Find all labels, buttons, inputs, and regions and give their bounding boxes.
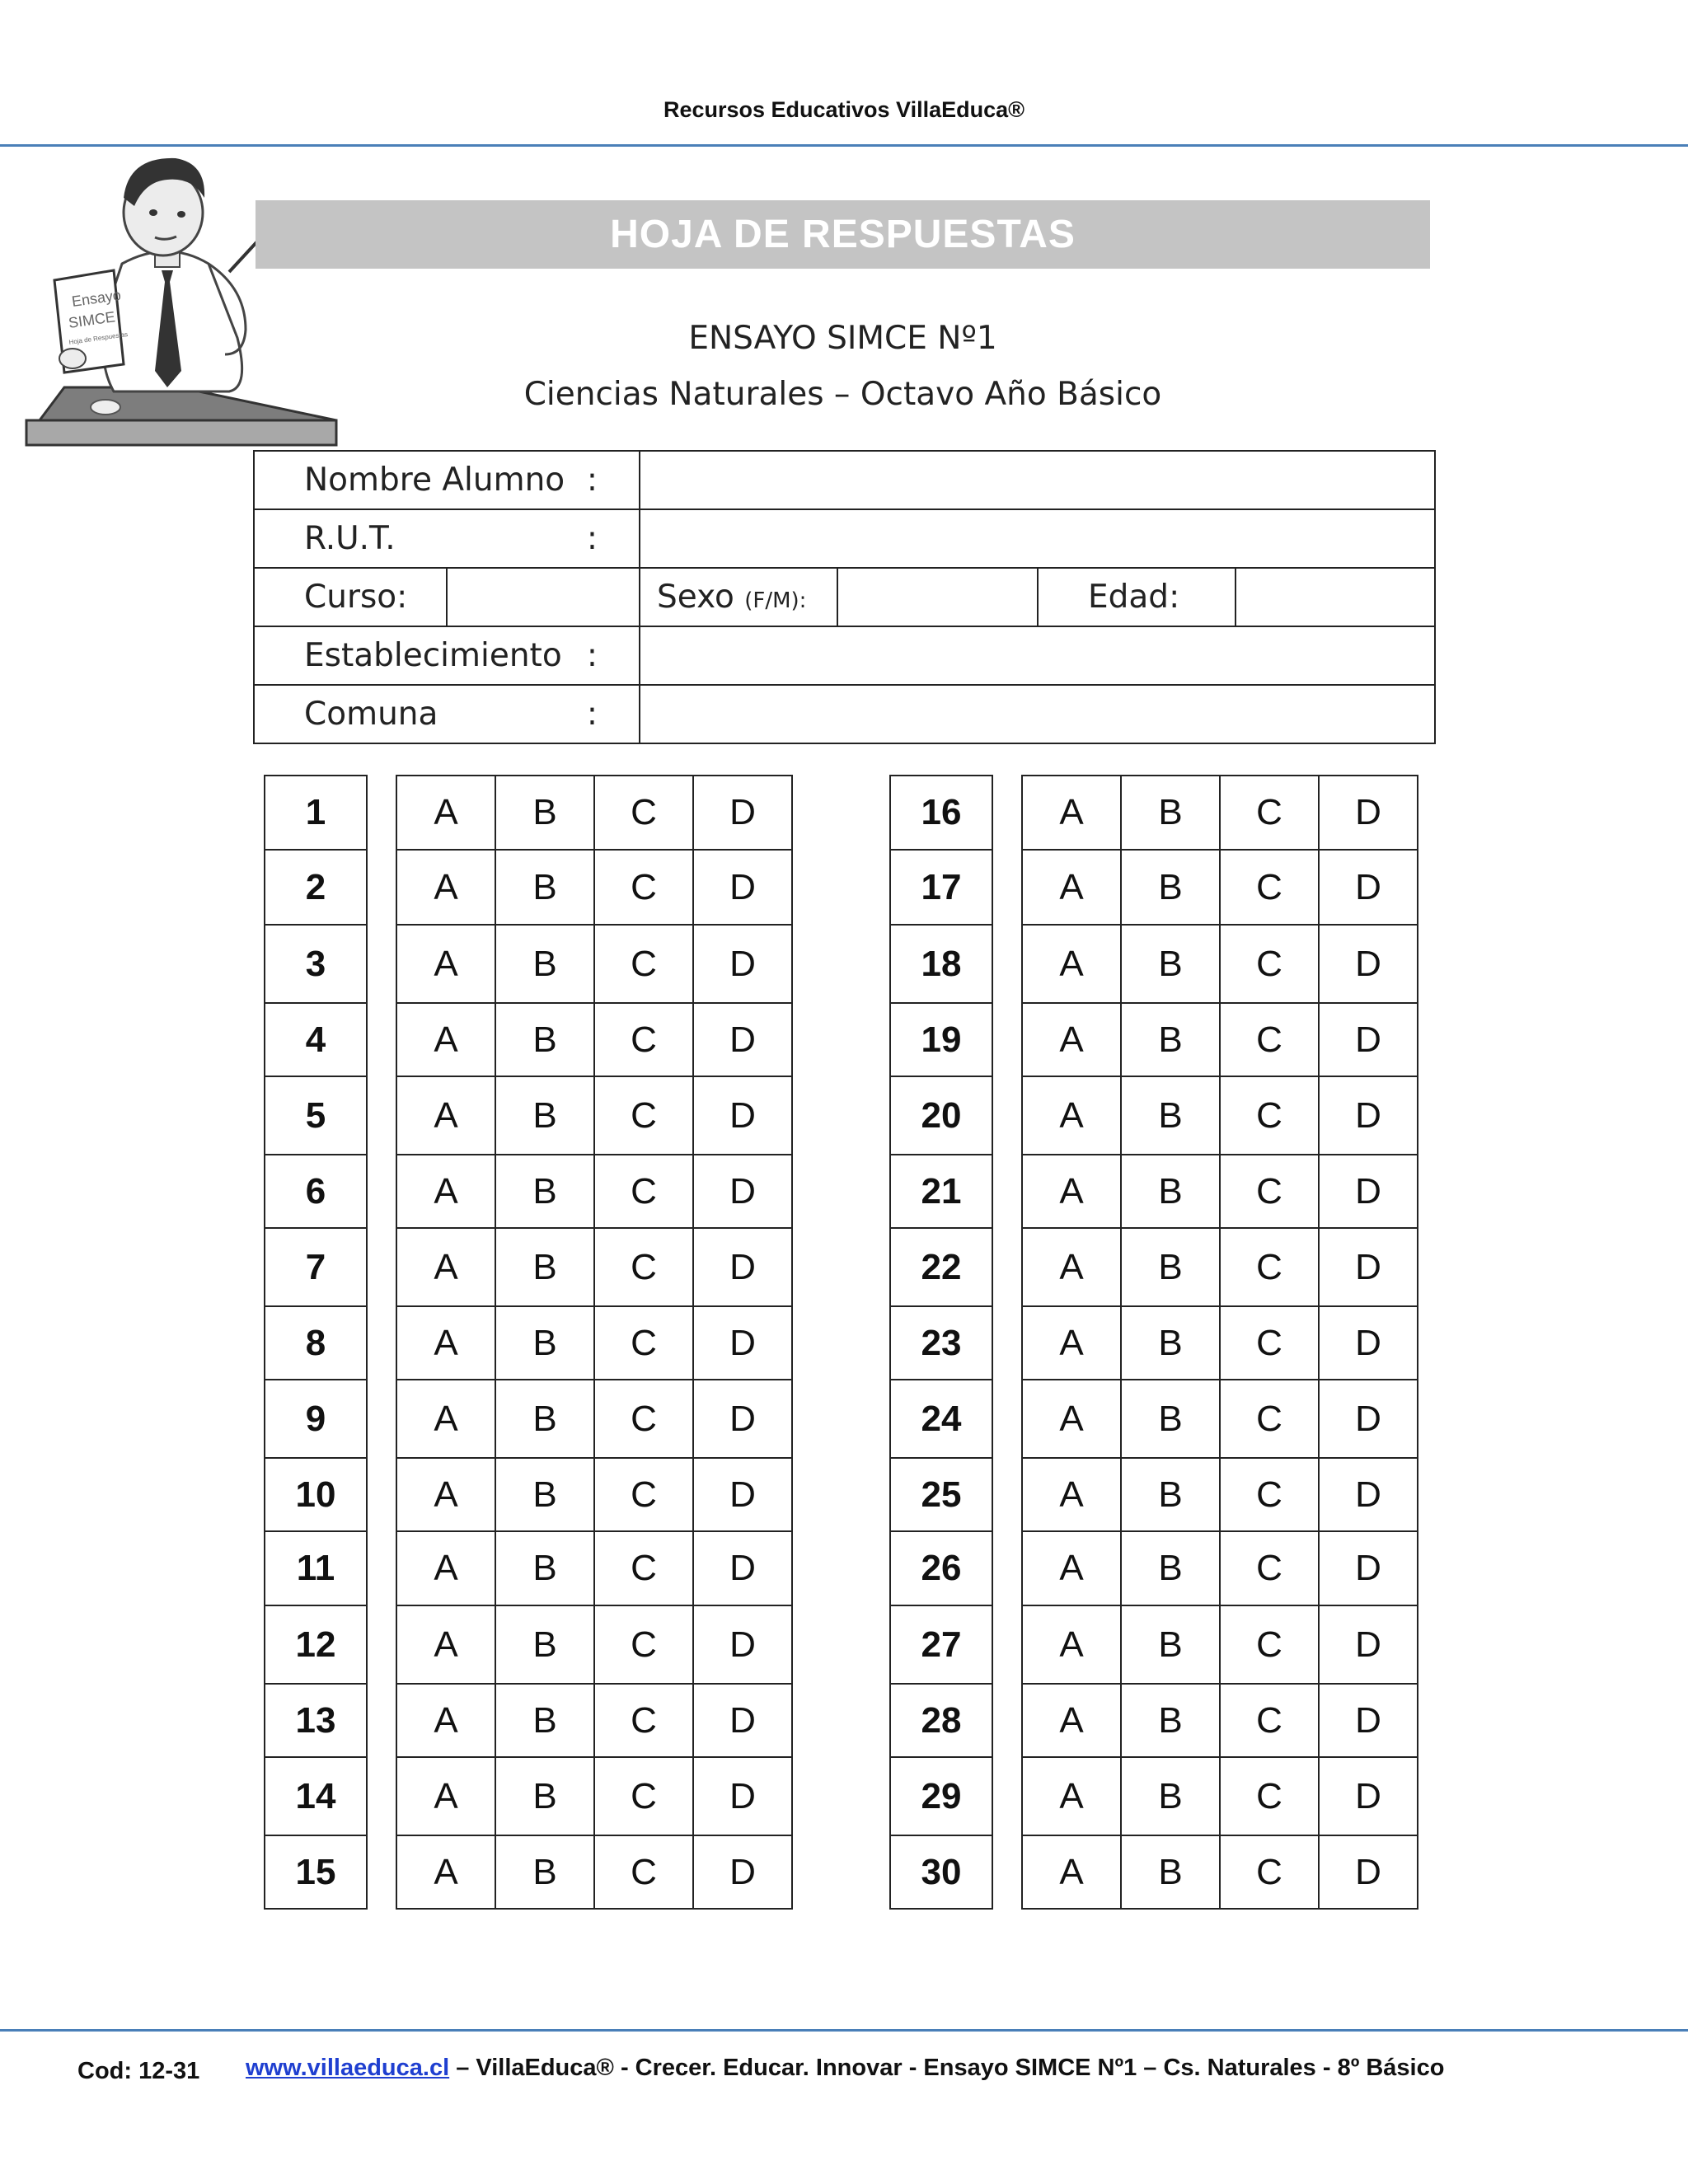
- answer-option-c[interactable]: C: [594, 1458, 693, 1531]
- answer-option-a[interactable]: A: [1022, 1155, 1121, 1228]
- question-row: [890, 1076, 992, 1155]
- question-row: [265, 1684, 367, 1757]
- answer-option-c[interactable]: C: [594, 1757, 693, 1835]
- answer-row: [1022, 1380, 1418, 1458]
- answer-option-c[interactable]: C: [594, 1155, 693, 1228]
- answer-option-d[interactable]: D: [1319, 1380, 1418, 1458]
- answer-option-c[interactable]: C: [594, 1605, 693, 1684]
- question-number: 22: [890, 1228, 992, 1306]
- question-row: [890, 1458, 992, 1531]
- question-number: 20: [890, 1076, 992, 1155]
- question-number: 4: [265, 1003, 367, 1076]
- nombre-label: Nombre Alumno: [304, 462, 565, 499]
- establecimiento-label-cell: [254, 626, 640, 685]
- answer-row: [1022, 776, 1418, 850]
- answer-option-b[interactable]: B: [1121, 1458, 1220, 1531]
- answer-option-d[interactable]: D: [1319, 1306, 1418, 1380]
- footer-link[interactable]: www.villaeduca.cl: [246, 2055, 450, 2081]
- answer-option-c[interactable]: C: [594, 1306, 693, 1380]
- answer-row: [1022, 1531, 1418, 1605]
- question-number: 30: [890, 1835, 992, 1909]
- answer-option-d[interactable]: D: [1319, 1835, 1418, 1909]
- edad-label: Edad:: [1038, 568, 1236, 626]
- answer-option-b[interactable]: B: [495, 1757, 594, 1835]
- answer-option-a[interactable]: A: [1022, 1380, 1121, 1458]
- answer-option-d[interactable]: D: [1319, 1003, 1418, 1076]
- question-row: [265, 776, 367, 850]
- question-row: [890, 1605, 992, 1684]
- question-row: [890, 1757, 992, 1835]
- answer-row: [1022, 1003, 1418, 1076]
- answer-option-c[interactable]: C: [1220, 1076, 1319, 1155]
- answer-option-c[interactable]: C: [1220, 925, 1319, 1003]
- question-number: 3: [265, 925, 367, 1003]
- right-answer-options: [1021, 775, 1418, 1910]
- answer-option-b[interactable]: B: [1121, 1380, 1220, 1458]
- answer-option-b[interactable]: B: [495, 776, 594, 850]
- footer-rule: [0, 2029, 1688, 2032]
- answer-option-c[interactable]: C: [1220, 850, 1319, 925]
- question-row: [265, 1757, 367, 1835]
- curso-field[interactable]: [447, 568, 640, 626]
- comuna-label-cell: [254, 685, 640, 743]
- question-number: 28: [890, 1684, 992, 1757]
- question-number: 5: [265, 1076, 367, 1155]
- title-banner: [256, 200, 1430, 269]
- answer-option-a[interactable]: A: [396, 1228, 495, 1306]
- question-row: [265, 1228, 367, 1306]
- paper-text-1: Ensayo: [70, 286, 123, 310]
- answer-option-c[interactable]: C: [1220, 776, 1319, 850]
- right-question-numbers: [889, 775, 993, 1910]
- answer-option-b[interactable]: B: [495, 1605, 594, 1684]
- question-number: 26: [890, 1531, 992, 1605]
- answer-option-d[interactable]: D: [693, 1228, 792, 1306]
- answer-option-d[interactable]: D: [1319, 1228, 1418, 1306]
- question-row: [265, 1003, 367, 1076]
- answer-option-a[interactable]: A: [1022, 1076, 1121, 1155]
- question-row: [265, 1155, 367, 1228]
- footer-code: Cod: 12-31: [77, 2058, 200, 2084]
- question-row: [265, 1306, 367, 1380]
- answer-option-b[interactable]: B: [495, 850, 594, 925]
- question-number: 8: [265, 1306, 367, 1380]
- left-question-numbers: [264, 775, 368, 1910]
- student-info-table: [253, 450, 1436, 744]
- answer-option-b[interactable]: B: [495, 1076, 594, 1155]
- curso-label: Curso:: [254, 568, 447, 626]
- question-number: 29: [890, 1757, 992, 1835]
- question-row: [265, 1076, 367, 1155]
- footer-tagline: – VillaEduca® - Crecer. Educar. Innovar - Ensayo SIMCE Nº1 – Cs. Naturales - 8º Básico: [449, 2055, 1445, 2081]
- answer-option-b[interactable]: B: [495, 1155, 594, 1228]
- question-number: 14: [265, 1757, 367, 1835]
- answer-option-c[interactable]: C: [594, 1684, 693, 1757]
- answer-row: [396, 1757, 792, 1835]
- answer-option-b[interactable]: B: [495, 1003, 594, 1076]
- answer-row: [396, 1380, 792, 1458]
- answer-option-d[interactable]: D: [693, 1380, 792, 1458]
- answer-option-b[interactable]: B: [495, 1380, 594, 1458]
- sexo-hint: (F/M):: [744, 588, 807, 613]
- question-number: 18: [890, 925, 992, 1003]
- question-row: [265, 1458, 367, 1531]
- question-number: 23: [890, 1306, 992, 1380]
- page-footer: [0, 2055, 1688, 2088]
- answer-row: [1022, 1228, 1418, 1306]
- answer-option-d[interactable]: D: [1319, 1155, 1418, 1228]
- answer-row: [1022, 1076, 1418, 1155]
- answer-row: [1022, 850, 1418, 925]
- answer-option-d[interactable]: D: [1319, 1458, 1418, 1531]
- question-row: [890, 1306, 992, 1380]
- answer-option-b[interactable]: B: [1121, 1835, 1220, 1909]
- answer-row: [396, 1458, 792, 1531]
- question-row: [890, 1835, 992, 1909]
- answer-option-a[interactable]: A: [1022, 1684, 1121, 1757]
- answer-option-b[interactable]: B: [495, 925, 594, 1003]
- question-row: [890, 1531, 992, 1605]
- question-number: 10: [265, 1458, 367, 1531]
- answer-option-b[interactable]: B: [1121, 925, 1220, 1003]
- answer-option-d[interactable]: D: [693, 1076, 792, 1155]
- answer-option-a[interactable]: A: [396, 1605, 495, 1684]
- answer-option-d[interactable]: D: [693, 1684, 792, 1757]
- question-row: [265, 1531, 367, 1605]
- answer-row: [396, 1228, 792, 1306]
- answer-option-b[interactable]: B: [1121, 1076, 1220, 1155]
- answer-option-a[interactable]: A: [396, 1757, 495, 1835]
- answer-option-c[interactable]: C: [1220, 1306, 1319, 1380]
- answer-option-d[interactable]: D: [1319, 776, 1418, 850]
- question-row: [890, 1003, 992, 1076]
- answer-row: [1022, 1605, 1418, 1684]
- sexo-label-cell: [640, 568, 837, 626]
- answer-option-d[interactable]: D: [1319, 1757, 1418, 1835]
- answer-option-c[interactable]: C: [594, 925, 693, 1003]
- footer-text: [246, 2055, 1444, 2082]
- question-row: [890, 1684, 992, 1757]
- answer-option-c[interactable]: C: [1220, 1380, 1319, 1458]
- answer-option-a[interactable]: A: [396, 776, 495, 850]
- answer-option-b[interactable]: B: [1121, 1757, 1220, 1835]
- answer-option-a[interactable]: A: [1022, 1757, 1121, 1835]
- answer-option-a[interactable]: A: [1022, 1531, 1121, 1605]
- answer-row: [396, 776, 792, 850]
- answer-option-c[interactable]: C: [594, 850, 693, 925]
- answer-row: [396, 850, 792, 925]
- answer-option-a[interactable]: A: [396, 1003, 495, 1076]
- answer-row: [1022, 1684, 1418, 1757]
- answer-option-c[interactable]: C: [1220, 1757, 1319, 1835]
- answer-option-d[interactable]: D: [693, 1605, 792, 1684]
- sexo-field[interactable]: [837, 568, 1038, 626]
- establecimiento-label: Establecimiento: [304, 637, 562, 674]
- answer-row: [1022, 1458, 1418, 1531]
- answer-option-b[interactable]: B: [495, 1228, 594, 1306]
- question-number: 7: [265, 1228, 367, 1306]
- question-number: 15: [265, 1835, 367, 1909]
- answer-option-a[interactable]: A: [396, 1155, 495, 1228]
- question-row: [265, 850, 367, 925]
- answer-row: [1022, 1306, 1418, 1380]
- answer-option-a[interactable]: A: [1022, 1228, 1121, 1306]
- answer-option-b[interactable]: B: [1121, 1306, 1220, 1380]
- answer-option-c[interactable]: C: [594, 1835, 693, 1909]
- answer-option-a[interactable]: A: [1022, 1306, 1121, 1380]
- answer-option-a[interactable]: A: [1022, 1605, 1121, 1684]
- rut-colon: :: [586, 520, 598, 557]
- question-number: 17: [890, 850, 992, 925]
- answer-option-a[interactable]: A: [396, 1306, 495, 1380]
- answer-option-d[interactable]: D: [693, 1458, 792, 1531]
- answer-option-a[interactable]: A: [1022, 850, 1121, 925]
- answer-option-a[interactable]: A: [396, 925, 495, 1003]
- nombre-row: [254, 451, 1435, 509]
- answer-option-c[interactable]: C: [594, 1531, 693, 1605]
- answer-option-d[interactable]: D: [693, 1835, 792, 1909]
- answer-option-b[interactable]: B: [1121, 776, 1220, 850]
- answer-option-c[interactable]: C: [594, 776, 693, 850]
- answer-option-c[interactable]: C: [594, 1003, 693, 1076]
- header-rule: [0, 144, 1688, 147]
- question-number: 21: [890, 1155, 992, 1228]
- exam-title: ENSAYO SIMCE Nº1: [688, 320, 997, 357]
- question-number: 19: [890, 1003, 992, 1076]
- comuna-field[interactable]: [640, 685, 1435, 743]
- question-number: 9: [265, 1380, 367, 1458]
- answer-option-b[interactable]: B: [1121, 1684, 1220, 1757]
- answer-row: [396, 1531, 792, 1605]
- answer-option-c[interactable]: C: [594, 1380, 693, 1458]
- answer-option-b[interactable]: B: [1121, 1003, 1220, 1076]
- question-number: 11: [265, 1531, 367, 1605]
- rut-label-cell: [254, 509, 640, 568]
- question-number: 16: [890, 776, 992, 850]
- answer-option-c[interactable]: C: [1220, 1531, 1319, 1605]
- answer-option-b[interactable]: B: [495, 1835, 594, 1909]
- answer-option-c[interactable]: C: [594, 1076, 693, 1155]
- question-number: 1: [265, 776, 367, 850]
- establecimiento-row: [254, 626, 1435, 685]
- answer-option-c[interactable]: C: [594, 1228, 693, 1306]
- question-row: [890, 1228, 992, 1306]
- answer-option-d[interactable]: D: [693, 1003, 792, 1076]
- question-row: [890, 1380, 992, 1458]
- answer-row: [1022, 1155, 1418, 1228]
- answer-row: [1022, 1835, 1418, 1909]
- answer-option-b[interactable]: B: [495, 1306, 594, 1380]
- answer-option-c[interactable]: C: [1220, 1835, 1319, 1909]
- answer-option-d[interactable]: D: [1319, 1076, 1418, 1155]
- paper-text-3: Hoja de Respuestas: [68, 330, 129, 346]
- answer-option-b[interactable]: B: [495, 1458, 594, 1531]
- answer-option-a[interactable]: A: [396, 1835, 495, 1909]
- answer-option-b[interactable]: B: [1121, 1531, 1220, 1605]
- answer-option-d[interactable]: D: [693, 1306, 792, 1380]
- answer-option-a[interactable]: A: [1022, 776, 1121, 850]
- nombre-field[interactable]: [640, 451, 1435, 509]
- answer-option-d[interactable]: D: [693, 776, 792, 850]
- answer-option-c[interactable]: C: [1220, 1684, 1319, 1757]
- answer-option-a[interactable]: A: [396, 850, 495, 925]
- sexo-label: Sexo: [657, 579, 734, 616]
- nombre-label-cell: [254, 451, 640, 509]
- question-row: [265, 1605, 367, 1684]
- answer-option-a[interactable]: A: [1022, 925, 1121, 1003]
- question-row: [890, 1155, 992, 1228]
- answer-option-c[interactable]: C: [1220, 1458, 1319, 1531]
- rut-row: [254, 509, 1435, 568]
- answer-option-d[interactable]: D: [693, 1757, 792, 1835]
- exam-subtitle: Ciencias Naturales – Octavo Año Básico: [523, 376, 1162, 413]
- answer-row: [1022, 925, 1418, 1003]
- question-row: [265, 925, 367, 1003]
- establecimiento-colon: :: [586, 637, 598, 674]
- answer-option-a[interactable]: A: [396, 1458, 495, 1531]
- answer-option-d[interactable]: D: [1319, 850, 1418, 925]
- left-answer-options: [396, 775, 793, 1910]
- answer-row: [396, 1003, 792, 1076]
- answer-row: [1022, 1757, 1418, 1835]
- paper-text-2: SIMCE: [67, 308, 117, 331]
- question-row: [265, 1835, 367, 1909]
- answer-option-b[interactable]: B: [495, 1684, 594, 1757]
- answer-option-b[interactable]: B: [1121, 1228, 1220, 1306]
- answer-option-d[interactable]: D: [1319, 1605, 1418, 1684]
- rut-field[interactable]: [640, 509, 1435, 568]
- answer-option-a[interactable]: A: [396, 1076, 495, 1155]
- answer-option-c[interactable]: C: [1220, 1003, 1319, 1076]
- question-number: 27: [890, 1605, 992, 1684]
- answer-option-c[interactable]: C: [1220, 1605, 1319, 1684]
- answer-option-a[interactable]: A: [1022, 1003, 1121, 1076]
- question-row: [265, 1380, 367, 1458]
- rut-label: R.U.T.: [304, 520, 396, 557]
- question-number: 12: [265, 1605, 367, 1684]
- answer-row: [396, 925, 792, 1003]
- question-number: 2: [265, 850, 367, 925]
- establecimiento-field[interactable]: [640, 626, 1435, 685]
- answer-option-c[interactable]: C: [1220, 1155, 1319, 1228]
- answer-option-b[interactable]: B: [495, 1531, 594, 1605]
- answer-option-b[interactable]: B: [1121, 850, 1220, 925]
- curso-row: [254, 568, 1435, 626]
- answer-option-d[interactable]: D: [1319, 1684, 1418, 1757]
- banner-title: HOJA DE RESPUESTAS: [610, 213, 1076, 256]
- comuna-row: [254, 685, 1435, 743]
- answer-option-d[interactable]: D: [1319, 1531, 1418, 1605]
- answer-option-c[interactable]: C: [1220, 1228, 1319, 1306]
- question-row: [890, 776, 992, 850]
- answer-option-d[interactable]: D: [693, 1155, 792, 1228]
- question-row: [890, 850, 992, 925]
- page-header: Recursos Educativos VillaEduca®: [663, 97, 1025, 122]
- answer-row: [396, 1684, 792, 1757]
- question-number: 25: [890, 1458, 992, 1531]
- answer-row: [396, 1076, 792, 1155]
- answer-option-d[interactable]: D: [693, 1531, 792, 1605]
- comuna-colon: :: [586, 696, 598, 733]
- answer-row: [396, 1306, 792, 1380]
- answer-option-a[interactable]: A: [396, 1531, 495, 1605]
- answer-row: [396, 1835, 792, 1909]
- question-number: 6: [265, 1155, 367, 1228]
- answer-option-a[interactable]: A: [1022, 1835, 1121, 1909]
- answer-option-b[interactable]: B: [1121, 1605, 1220, 1684]
- answer-option-d[interactable]: D: [693, 850, 792, 925]
- comuna-label: Comuna: [304, 696, 438, 733]
- question-number: 13: [265, 1684, 367, 1757]
- question-row: [890, 925, 992, 1003]
- answer-option-a[interactable]: A: [396, 1380, 495, 1458]
- answer-option-a[interactable]: A: [1022, 1458, 1121, 1531]
- question-number: 24: [890, 1380, 992, 1458]
- nombre-colon: :: [586, 462, 598, 499]
- answer-option-b[interactable]: B: [1121, 1155, 1220, 1228]
- answer-option-d[interactable]: D: [693, 925, 792, 1003]
- answer-row: [396, 1155, 792, 1228]
- edad-field[interactable]: [1236, 568, 1435, 626]
- answer-option-d[interactable]: D: [1319, 925, 1418, 1003]
- answer-row: [396, 1605, 792, 1684]
- answer-option-a[interactable]: A: [396, 1684, 495, 1757]
